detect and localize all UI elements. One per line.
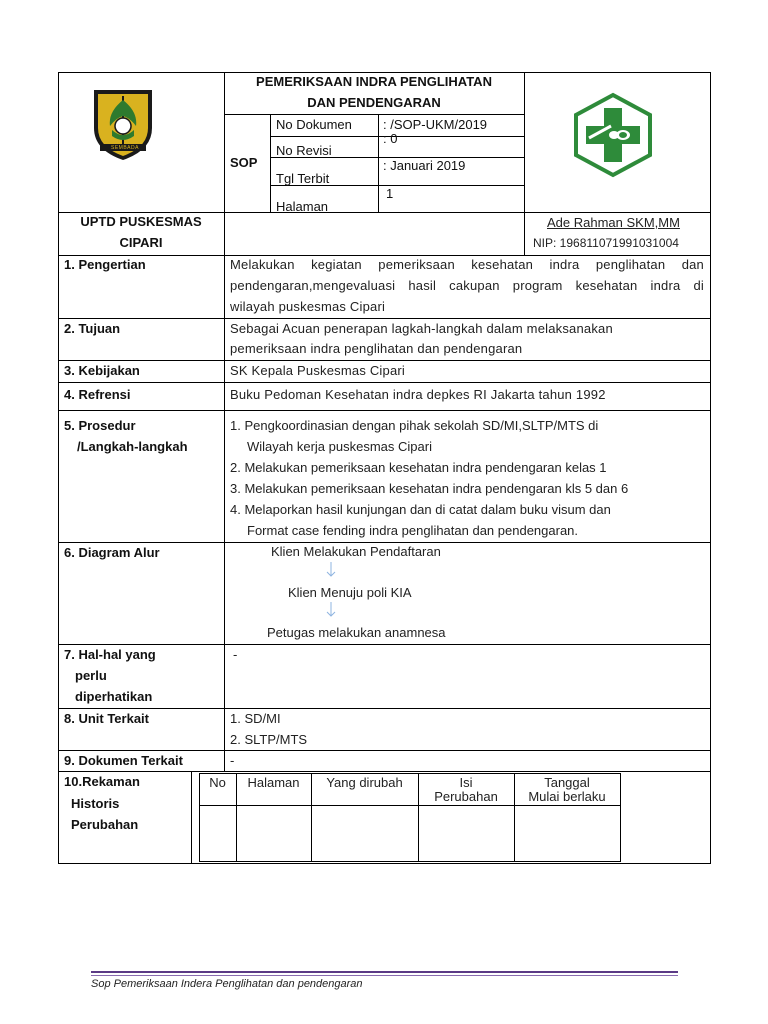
footer-divider: [91, 971, 678, 973]
prosedur-step: 3. Melakukan pemeriksaan kesehatan indra pendengaran kls 5 dan 6: [230, 481, 629, 496]
signatory-nip: NIP: 196811071991031004: [533, 236, 679, 250]
section-kebijakan-text: SK Kepala Puskesmas Cipari: [230, 363, 405, 378]
section-rekaman-label: 10.Rekaman: [64, 774, 140, 789]
no-revisi-value: : 0: [383, 131, 398, 146]
arrow-down-icon: [325, 562, 337, 578]
section-hal-label-cont2: diperhatikan: [75, 689, 153, 704]
footer-text: Sop Pemeriksaan Indera Penglihatan dan pendengaran: [91, 978, 363, 990]
history-header-halaman: Halaman: [247, 775, 300, 790]
puskesmas-logo: [571, 92, 655, 178]
unit-item: 1. SD/MI: [230, 711, 281, 726]
section-diagram-label: 6. Diagram Alur: [64, 545, 160, 560]
section-hal-text: -: [233, 647, 238, 662]
section-tujuan-line2: pemeriksaan indra penglihatan dan pendengaran: [230, 341, 523, 356]
document-title-line2: DAN PENDENGARAN: [307, 95, 441, 110]
section-prosedur-label-cont: /Langkah-langkah: [77, 439, 188, 454]
section-pengertian-line2: pendengaran,mengevaluasi hasil cakupan program kesehatan indra di: [230, 278, 704, 293]
history-header-mulai-berlaku: Mulai berlaku: [528, 789, 606, 804]
diagram-step: Klien Menuju poli KIA: [288, 585, 412, 600]
logo-motto: SEMBADA: [111, 145, 139, 151]
prosedur-step: 4. Melaporkan hasil kunjungan dan di catat dalam buku visum dan: [230, 502, 611, 517]
history-header-tanggal: Tanggal: [544, 775, 590, 790]
section-tujuan-label: 2. Tujuan: [64, 321, 121, 336]
section-hal-label-cont: perlu: [75, 668, 107, 683]
tgl-terbit-label: Tgl Terbit: [276, 171, 330, 186]
no-dokumen-label: No Dokumen: [276, 117, 352, 132]
history-header-isi: Isi: [459, 775, 473, 790]
regional-logo: [90, 86, 156, 162]
section-tujuan-line1: Sebagai Acuan penerapan lagkah-langkah dalam melaksanakan: [230, 321, 613, 336]
org-name-line2: CIPARI: [119, 235, 163, 250]
prosedur-step: 1. Pengkoordinasian dengan pihak sekolah SD/MI,SLTP/MTS di: [230, 418, 599, 433]
history-header-yang-dirubah: Yang dirubah: [326, 775, 403, 790]
section-prosedur-label: 5. Prosedur: [64, 418, 136, 433]
section-pengertian-label: 1. Pengertian: [64, 257, 146, 272]
section-hal-label: 7. Hal-hal yang: [64, 647, 156, 662]
section-rekaman-label-cont: Historis: [71, 796, 120, 811]
org-name-line1: UPTD PUSKESMAS: [80, 214, 202, 229]
unit-item: 2. SLTP/MTS: [230, 732, 308, 747]
history-header-no: No: [209, 775, 226, 790]
halaman-value: 1: [386, 186, 394, 201]
section-pengertian-line3: wilayah puskesmas Cipari: [230, 299, 386, 314]
prosedur-step: 2. Melakukan pemeriksaan kesehatan indra pendengaran kelas 1: [230, 460, 607, 475]
history-header-isi-perubahan: Perubahan: [434, 789, 498, 804]
prosedur-step: Wilayah kerja puskesmas Cipari: [247, 439, 432, 454]
no-revisi-label: No Revisi: [276, 143, 332, 158]
section-dokumen-text: -: [230, 753, 235, 768]
section-pengertian-line1: Melakukan kegiatan pemeriksaan kesehatan indra penglihatan dan: [230, 257, 704, 272]
diagram-step: Petugas melakukan anamnesa: [267, 625, 446, 640]
tgl-terbit-value: : Januari 2019: [383, 158, 466, 173]
document-title-line1: PEMERIKSAAN INDRA PENGLIHATAN: [256, 74, 492, 89]
section-refrensi-label: 4. Refrensi: [64, 387, 131, 402]
arrow-down-icon: [325, 602, 337, 618]
section-dokumen-label: 9. Dokumen Terkait: [64, 753, 183, 768]
halaman-label: Halaman: [276, 199, 329, 214]
no-dokumen-value: : /SOP-UKM/2019: [383, 117, 488, 132]
signatory-name: Ade Rahman SKM,MM: [547, 215, 680, 230]
diagram-step: Klien Melakukan Pendaftaran: [271, 544, 441, 559]
puskesmas-cross-icon: [571, 92, 655, 178]
section-kebijakan-label: 3. Kebijakan: [64, 363, 140, 378]
sop-label: SOP: [230, 155, 258, 170]
section-rekaman-label-cont2: Perubahan: [71, 817, 139, 832]
section-unit-label: 8. Unit Terkait: [64, 711, 150, 726]
section-refrensi-text: Buku Pedoman Kesehatan indra depkes RI Jakarta tahun 1992: [230, 387, 606, 402]
prosedur-step: Format case fending indra penglihatan dan pendengaran.: [247, 523, 579, 538]
